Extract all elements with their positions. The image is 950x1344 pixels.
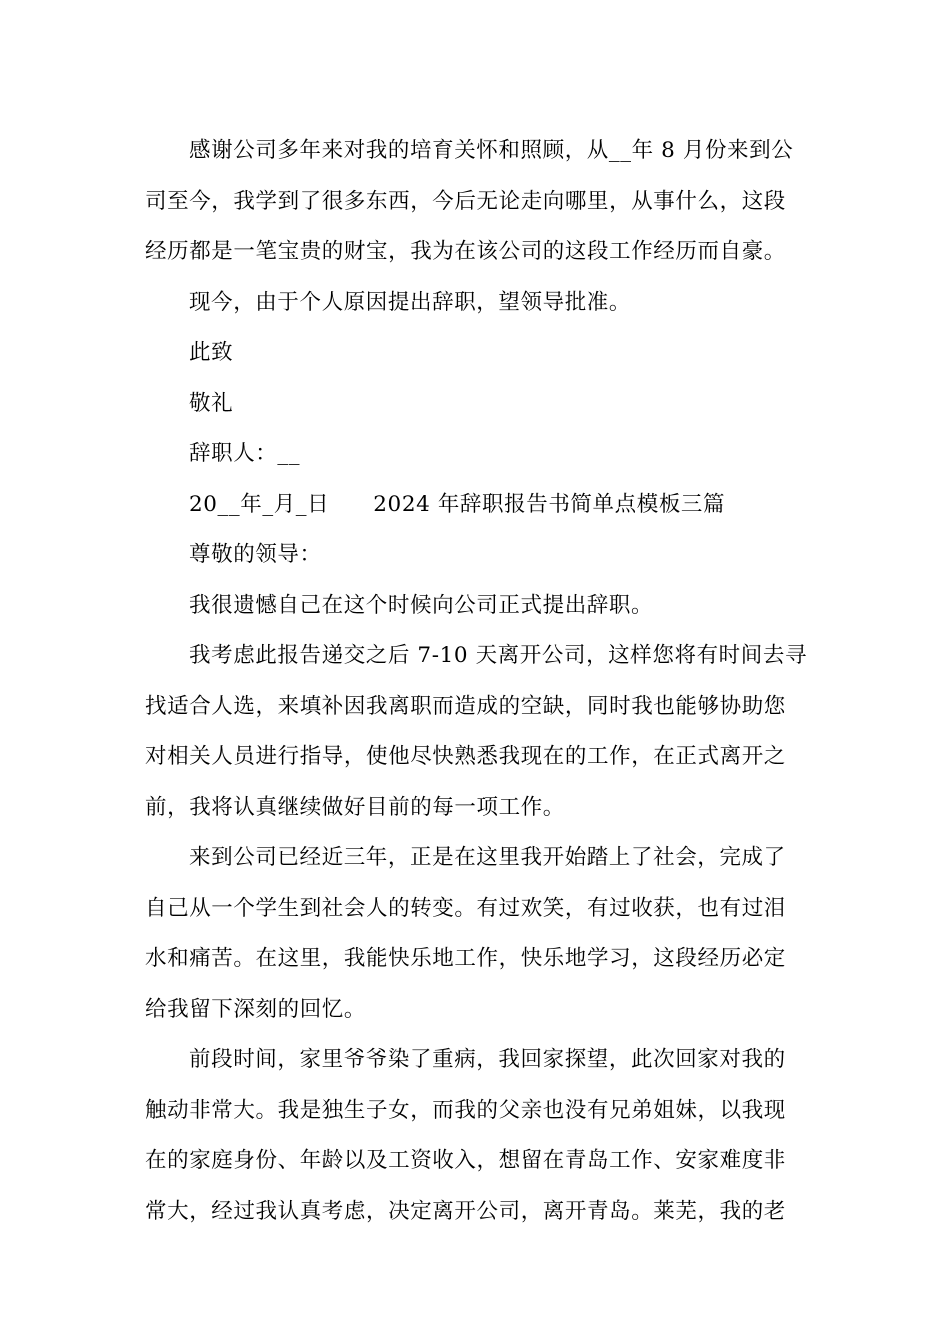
paragraph-line: 前段时间，家里爷爷染了重病，我回家探望，此次回家对我的 [189, 1047, 786, 1072]
paragraph-line: 给我留下深刻的回忆。 [145, 996, 367, 1022]
paragraph-line: 触动非常大。我是独生子女，而我的父亲也没有兄弟姐妹，以我现 [145, 1097, 786, 1123]
paragraph-line: 常大，经过我认真考虑，决定离开公司，离开青岛。莱芜，我的老 [145, 1198, 786, 1224]
paragraph-line: 对相关人员进行指导，使他尽快熟悉我现在的工作，在正式离开之 [145, 744, 786, 769]
signature-line: 辞职人：__ [189, 441, 301, 466]
letter-body-part-1 [145, 126, 807, 530]
paragraph-line: 来到公司已经近三年，正是在这里我开始踏上了社会，完成了 [189, 845, 786, 870]
section-title: 2024 年辞职报告书简单点模板三篇 [373, 491, 726, 517]
letter-body-part-2 [145, 530, 807, 1237]
salutation-line: 敬礼 [189, 390, 234, 416]
paragraph-line: 前，我将认真继续做好目前的每一项工作。 [145, 794, 565, 820]
greeting-line: 尊敬的领导： [189, 542, 322, 567]
paragraph-line: 感谢公司多年来对我的培育关怀和照顾，从__年 8 月份来到公 [189, 138, 794, 163]
paragraph-line: 在的家庭身份、年龄以及工资收入，想留在青岛工作、安家难度非 [145, 1148, 786, 1173]
paragraph-line: 找适合人选，来填补因我离职而造成的空缺，同时我也能够协助您 [145, 693, 786, 719]
closing-line: 此致 [189, 340, 234, 365]
paragraph-line: 我很遗憾自己在这个时候向公司正式提出辞职。 [189, 592, 654, 618]
date-text: 20__年_月_日 [189, 491, 330, 517]
paragraph-line: 我考虑此报告递交之后 7-10 天离开公司，这样您将有时间去寻 [189, 643, 808, 668]
paragraph-line: 自己从一个学生到社会人的转变。有过欢笑，有过收获，也有过泪 [145, 895, 786, 921]
paragraph-line: 现今，由于个人原因提出辞职，望领导批准。 [189, 289, 632, 315]
paragraph-line: 经历都是一笔宝贵的财宝，我为在该公司的这段工作经历而自豪。 [145, 239, 786, 264]
paragraph-line: 水和痛苦。在这里，我能快乐地工作，快乐地学习，这段经历必定 [145, 946, 786, 971]
date-and-title-line [145, 480, 807, 531]
paragraph-line: 司至今，我学到了很多东西，今后无论走向哪里，从事什么，这段 [145, 188, 786, 214]
